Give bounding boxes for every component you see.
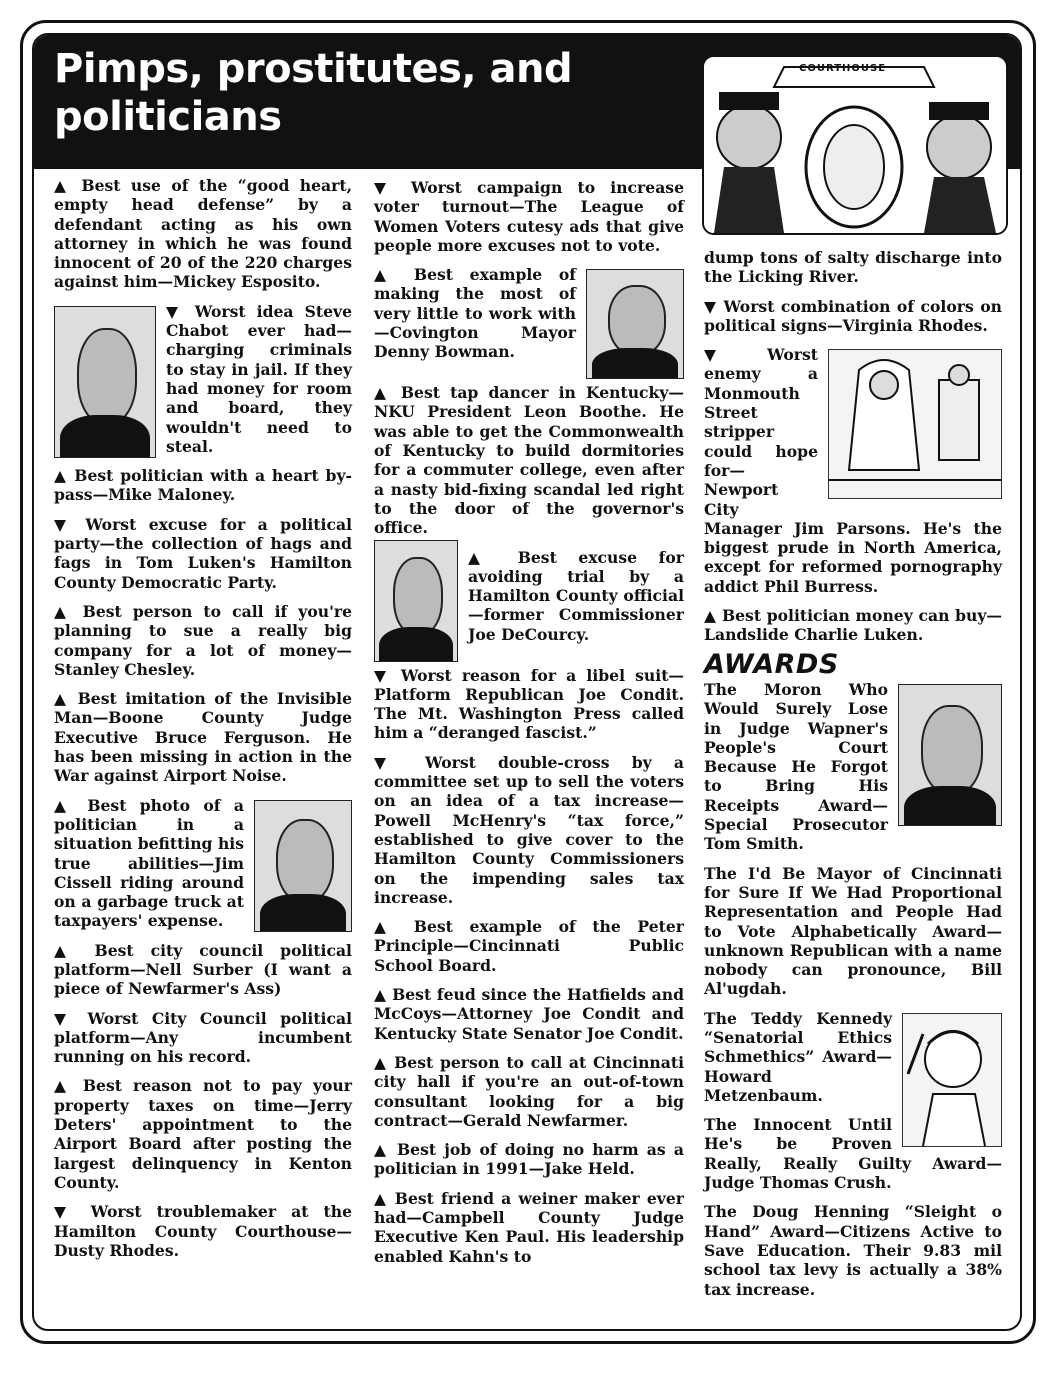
item: ▲ Best person to call if you're planning to sue a really big company for a lot of money—Stanley Chesley. bbox=[54, 601, 352, 679]
article-panel bbox=[32, 33, 1022, 1331]
item: ▲ Best example of the Peter Principle—Cincinnati Public School Board. bbox=[374, 917, 684, 975]
item: ▼ Worst reason for a libel suit—Platform Republican Joe Condit. The Mt. Washington Press called him a “deranged fascist.” bbox=[374, 665, 684, 743]
item: ▼ Worst idea Steve Chabot ever had—charging criminals to stay in jail. If they had money for room and board, they wouldn't need to steal. bbox=[166, 301, 352, 456]
item: ▼ Worst campaign to increase voter turnout—The League of Women Voters cutesy ads that give people more excuses not to vote. bbox=[374, 178, 684, 255]
item: ▲ Best person to call at Cincinnati city hall if you're an out-of-town consultant looking for a big contract—Gerald Newfarmer. bbox=[374, 1052, 684, 1130]
item: ▲ Best tap dancer in Kentucky—NKU President Leon Boothe. He was able to get the Commonwealth of Kentucky to build dormitories for a commuter college, even after a nasty bid-fixing scandal led right to the door of the governor's office. bbox=[374, 383, 684, 538]
column-3 bbox=[704, 248, 1002, 1309]
item: dump tons of salty discharge into the Licking River. bbox=[704, 248, 1002, 287]
politician-photo bbox=[54, 306, 156, 458]
item: ▲ Best imitation of the Invisible Man—Boone County Judge Executive Bruce Ferguson. He has been missing in action in the War against Airport Noise. bbox=[54, 689, 352, 786]
item: ▲ Best feud since the Hatfields and McCoys—Attorney Joe Condit and Kentucky State Senator Joe Condit. bbox=[374, 985, 684, 1043]
item: ▼ Worst excuse for a political party—the collection of hags and fags in Tom Luken's Hamilton County Democratic Party. bbox=[54, 514, 352, 592]
item: ▼ Worst enemy a Monmouth Street stripper could hope for—Newport City Manager Jim Parsons. He's the biggest prude in North America, except for reformed pornography addict Phil Burress. bbox=[704, 345, 1002, 596]
award-item: The Teddy Kennedy “Senatorial Ethics Schmethics” Award—Howard Metzenbaum. bbox=[704, 1008, 892, 1105]
column-1 bbox=[54, 176, 352, 1270]
politician-photo bbox=[254, 800, 352, 932]
item: ▲ Best job of doing no harm as a politician in 1991—Jake Held. bbox=[374, 1140, 684, 1179]
item: ▲ Best example of making the most of very little to work with—Covington Mayor Denny Bowman. bbox=[374, 265, 576, 362]
item: ▼ Worst combination of colors on political signs—Virginia Rhodes. bbox=[704, 296, 1002, 335]
awards-heading: AWARDS bbox=[704, 648, 839, 680]
caricature-sketch bbox=[902, 1013, 1002, 1147]
item: ▲ Best excuse for avoiding trial by a Hamilton County official—former Commissioner Joe DeCourcy. bbox=[468, 547, 684, 644]
item: ▲ Best use of the “good heart, empty head defense” by a defendant acting as his own attorney in which he was found innocent of 20 of the 220 charges against him—Mickey Esposito. bbox=[54, 176, 352, 292]
item: ▼ Worst troublemaker at the Hamilton County Courthouse—Dusty Rhodes. bbox=[54, 1202, 352, 1260]
politician-photo bbox=[374, 540, 458, 662]
column-2 bbox=[374, 178, 684, 1276]
courthouse-cartoon bbox=[702, 55, 1008, 235]
item: ▲ Best city council political platform—Nell Surber (I want a piece of Newfarmer's Ass) bbox=[54, 940, 352, 999]
item: ▼ Worst City Council political platform—Any incumbent running on his record. bbox=[54, 1008, 352, 1067]
award-item: The I'd Be Mayor of Cincinnati for Sure If We Had Proportional Representation and People Had to Vote Alphabetically Award—unknown Republican with a name nobody can pronounce, Bill Al'ugdah. bbox=[704, 863, 1002, 999]
item: ▲ Best reason not to pay your property taxes on time—Jerry Deters' appointment to the Airport Board after posting the largest delinquency in Kenton County. bbox=[54, 1076, 352, 1192]
item: ▼ Worst double-cross by a committee set up to sell the voters on an idea of a tax increase—Powell McHenry's “tax force,” established to give cover to the Hamilton County Commissioners on the impending sales tax increase. bbox=[374, 752, 684, 907]
politician-photo bbox=[898, 684, 1002, 826]
item: ▲ Best photo of a politician in a situation befitting his true abilities—Jim Cissell riding around on a garbage truck at taxpayers' expense. bbox=[54, 795, 244, 931]
award-item: The Doug Henning “Sleight o Hand” Award—Citizens Active to Save Education. Their 9.83 mil school tax levy is actually a 38% tax increase. bbox=[704, 1202, 1002, 1299]
stripper-cartoon bbox=[828, 349, 1002, 499]
courthouse-sign: COURTHOUSE bbox=[799, 63, 887, 74]
item: ▲ Best politician money can buy—Landslide Charlie Luken. bbox=[704, 606, 1002, 645]
item: ▲ Best friend a weiner maker ever had—Campbell County Judge Executive Ken Paul. His leadership enabled Kahn's to bbox=[374, 1188, 684, 1266]
politician-photo bbox=[586, 269, 684, 379]
item: ▲ Best politician with a heart by-pass—Mike Maloney. bbox=[54, 466, 352, 505]
award-item: The Innocent Until He's be Proven Really, Really Guilty Award—Judge Thomas Crush. bbox=[704, 1115, 1002, 1193]
award-item: The Moron Who Would Surely Lose in Judge Wapner's People's Court Because He Forgot to Bring His Receipts Award—Special Prosecutor Tom Smith. bbox=[704, 679, 888, 854]
article-title: Pimps, prostitutes, and politicians bbox=[54, 46, 573, 140]
